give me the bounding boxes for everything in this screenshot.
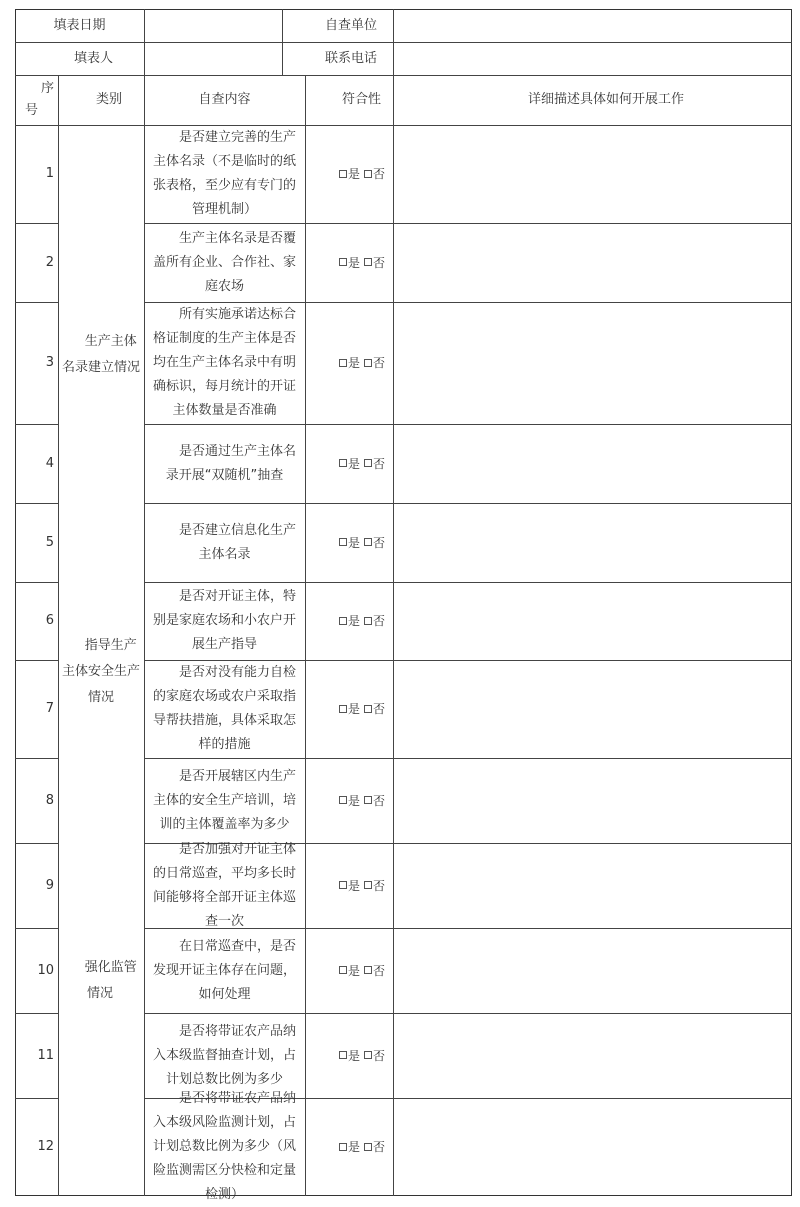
yes-checkbox[interactable]: [339, 351, 360, 375]
checkbox-icon[interactable]: [339, 881, 347, 889]
check-content: [144, 660, 305, 758]
filler-label: [15, 42, 144, 75]
column-header-compliance: [305, 75, 393, 125]
filler-field[interactable]: [144, 42, 282, 75]
checkbox-icon[interactable]: [364, 258, 372, 266]
checkbox-icon[interactable]: [364, 170, 372, 178]
compliance-options: [305, 503, 393, 582]
check-content: [144, 758, 305, 843]
checkbox-icon[interactable]: [364, 1143, 372, 1151]
detail-field[interactable]: [393, 1013, 792, 1098]
content-header-text: 自查内容: [198, 92, 251, 107]
check-content: [144, 503, 305, 582]
no-label: 否: [372, 1048, 385, 1063]
yes-checkbox[interactable]: [339, 697, 360, 721]
category-3-line1: 强化监管: [84, 960, 137, 975]
no-checkbox[interactable]: [364, 1044, 385, 1068]
no-checkbox[interactable]: [364, 452, 385, 476]
row-number: [15, 424, 58, 503]
no-checkbox[interactable]: [364, 251, 385, 275]
check-content-text: 是否开展辖区内生产主体的安全生产培训，培训的主体覆盖率为多少: [152, 768, 296, 832]
row-number-text: 11: [37, 1047, 54, 1063]
detail-field[interactable]: [393, 503, 792, 582]
yes-label: 是: [347, 535, 360, 550]
check-content-text: 是否将带证农产品纳入本级监督抽查计划，占计划总数比例为多少: [152, 1023, 296, 1087]
compliance-options: [305, 660, 393, 758]
filler-label-text: 填表人: [73, 50, 113, 66]
no-label: 否: [372, 535, 385, 550]
no-checkbox[interactable]: [364, 609, 385, 633]
no-checkbox[interactable]: [364, 959, 385, 983]
category-label-2: [58, 633, 144, 711]
compliance-options: [305, 843, 393, 928]
no-checkbox[interactable]: [364, 351, 385, 375]
row-number-text: 6: [45, 613, 54, 628]
yes-checkbox[interactable]: [339, 959, 360, 983]
yes-label: 是: [347, 1048, 360, 1063]
no-checkbox[interactable]: [364, 874, 385, 898]
category-2-line1: 指导生产: [84, 638, 137, 653]
check-content: [144, 1013, 305, 1098]
compliance-options: [305, 424, 393, 503]
checkbox-icon[interactable]: [364, 459, 372, 467]
no-label: 否: [372, 356, 385, 370]
row-number-text: 8: [45, 792, 54, 808]
compliance-options: [305, 125, 393, 223]
row-number-text: 9: [45, 877, 54, 893]
no-label: 否: [372, 878, 385, 893]
category-1-line2: 名录建立情况: [61, 360, 140, 375]
category-label-1: [58, 329, 144, 381]
checkbox-icon[interactable]: [339, 796, 347, 804]
row-number: [15, 125, 58, 223]
detail-field[interactable]: [393, 843, 792, 928]
detail-field[interactable]: [393, 582, 792, 660]
checkbox-icon[interactable]: [339, 1051, 347, 1059]
check-content-text: 是否通过生产主体名录开展“双随机”抽查: [165, 443, 296, 483]
no-checkbox[interactable]: [364, 1135, 385, 1159]
column-header-content: [144, 75, 305, 125]
checkbox-icon[interactable]: [339, 1143, 347, 1151]
check-content: [144, 582, 305, 660]
no-label: 否: [372, 167, 385, 181]
unit-label: [282, 9, 393, 42]
yes-checkbox[interactable]: [339, 452, 360, 476]
category-2-line2: 主体安全生产: [61, 664, 140, 679]
row-number: [15, 503, 58, 582]
no-checkbox[interactable]: [364, 789, 385, 813]
category-1-line1: 生产主体: [84, 334, 137, 349]
detail-field[interactable]: [393, 758, 792, 843]
yes-label: 是: [347, 963, 360, 978]
row-number: [15, 1013, 58, 1098]
checkbox-icon[interactable]: [339, 359, 347, 367]
compliance-options: [305, 758, 393, 843]
category-3-line2: 情况: [87, 986, 114, 1001]
seq-header-line2: 号: [25, 103, 39, 118]
check-content: [144, 843, 305, 928]
compliance-options: [305, 302, 393, 424]
checkbox-icon[interactable]: [339, 459, 347, 467]
row-number: [15, 1098, 58, 1196]
row-number-text: 4: [45, 455, 54, 471]
compliance-options: [305, 1098, 393, 1196]
compliance-options: [305, 582, 393, 660]
row-number-text: 10: [37, 962, 54, 978]
yes-label: 是: [347, 456, 360, 471]
category-label-3: [58, 955, 144, 1007]
category-2-line3: 情况: [87, 690, 114, 705]
check-content-text: 是否将带证农产品纳入本级风险监测计划，占计划总数比例为多少（风险监测需区分快检和定量检测）: [152, 1091, 296, 1202]
no-label: 否: [372, 614, 385, 628]
no-checkbox[interactable]: [364, 697, 385, 721]
compliance-options: [305, 1013, 393, 1098]
no-label: 否: [372, 963, 385, 978]
detail-field[interactable]: [393, 660, 792, 758]
checkbox-icon[interactable]: [364, 359, 372, 367]
detail-field[interactable]: [393, 928, 792, 1013]
fill-date-field[interactable]: [144, 9, 282, 42]
row-number: [15, 223, 58, 302]
row-number-text: 3: [45, 355, 54, 370]
checkbox-icon[interactable]: [364, 617, 372, 625]
category-header-text: 类别: [95, 92, 122, 107]
yes-label: 是: [347, 702, 360, 716]
no-label: 否: [372, 255, 385, 270]
yes-label: 是: [347, 255, 360, 270]
column-header-detail: [393, 75, 792, 125]
yes-label: 是: [347, 167, 360, 181]
yes-checkbox[interactable]: [339, 251, 360, 275]
checkbox-icon[interactable]: [364, 881, 372, 889]
yes-label: 是: [347, 878, 360, 893]
row-number: [15, 928, 58, 1013]
check-content-text: 生产主体名录是否覆盖所有企业、合作社、家庭农场: [152, 230, 296, 294]
check-content-text: 在日常巡查中，是否发现开证主体存在问题，如何处理: [152, 938, 296, 1002]
unit-label-text: 自查单位: [324, 17, 377, 33]
yes-checkbox[interactable]: [339, 1135, 360, 1159]
phone-label: [282, 42, 393, 75]
fill-date-label: [15, 9, 144, 42]
detail-field[interactable]: [393, 1098, 792, 1196]
column-header-seq: [15, 75, 58, 125]
detail-header-text: 详细描述具体如何开展工作: [528, 92, 685, 107]
row-number: [15, 758, 58, 843]
check-content: [144, 223, 305, 302]
yes-label: 是: [347, 1140, 360, 1154]
phone-label-text: 联系电话: [324, 50, 377, 66]
check-content-text: 是否对开证主体，特别是家庭农场和小农户开展生产指导: [152, 589, 296, 652]
yes-checkbox[interactable]: [339, 874, 360, 898]
column-header-category: [58, 75, 144, 125]
phone-field[interactable]: [393, 42, 792, 75]
yes-checkbox[interactable]: [339, 609, 360, 633]
check-content: [144, 302, 305, 424]
no-label: 否: [372, 793, 385, 808]
unit-field[interactable]: [393, 9, 792, 42]
checkbox-icon[interactable]: [364, 538, 372, 546]
check-content-text: 是否对没有能力自检的家庭农场或农户采取指导帮扶措施，具体采取怎样的措施: [152, 665, 296, 752]
yes-checkbox[interactable]: [339, 1044, 360, 1068]
detail-field[interactable]: [393, 424, 792, 503]
divider: [282, 9, 283, 75]
seq-header-line1: 序: [40, 81, 54, 96]
checkbox-icon[interactable]: [339, 705, 347, 713]
row-number-text: 7: [45, 701, 54, 716]
yes-checkbox[interactable]: [339, 162, 360, 186]
row-number-text: 2: [45, 254, 54, 270]
no-label: 否: [372, 1140, 385, 1154]
row-number: [15, 302, 58, 424]
detail-field[interactable]: [393, 223, 792, 302]
row-number: [15, 660, 58, 758]
compliance-options: [305, 223, 393, 302]
checkbox-icon[interactable]: [364, 966, 372, 974]
row-number: [15, 843, 58, 928]
checkbox-icon[interactable]: [339, 966, 347, 974]
yes-checkbox[interactable]: [339, 789, 360, 813]
yes-label: 是: [347, 793, 360, 808]
fill-date-label-text: 填表日期: [53, 17, 106, 33]
divider: [15, 75, 792, 76]
row-number-text: 1: [45, 166, 54, 181]
check-content-text: 所有实施承诺达标合格证制度的生产主体是否均在生产主体名录中有明确标识，每月统计的开证主体数量是否准确: [152, 307, 296, 418]
no-label: 否: [372, 456, 385, 471]
detail-field[interactable]: [393, 302, 792, 424]
check-content-text: 是否加强对开证主体的日常巡查，平均多长时间能够将全部开证主体巡查一次: [152, 841, 296, 929]
checkbox-icon[interactable]: [364, 796, 372, 804]
yes-label: 是: [347, 614, 360, 628]
compliance-options: [305, 928, 393, 1013]
checkbox-icon[interactable]: [364, 705, 372, 713]
no-checkbox[interactable]: [364, 162, 385, 186]
checkbox-icon[interactable]: [339, 170, 347, 178]
no-checkbox[interactable]: [364, 531, 385, 555]
check-content: [144, 424, 305, 503]
compliance-header-text: 符合性: [341, 92, 381, 107]
row-number-text: 5: [45, 534, 54, 550]
check-content-text: 是否建立信息化生产主体名录: [178, 522, 296, 562]
row-number: [15, 582, 58, 660]
row-number-text: 12: [37, 1139, 54, 1154]
divider: [15, 42, 792, 43]
no-label: 否: [372, 702, 385, 716]
detail-field[interactable]: [393, 125, 792, 223]
check-content: [144, 1091, 305, 1202]
checkbox-icon[interactable]: [339, 258, 347, 266]
check-content-text: 是否建立完善的生产主体名录（不是临时的纸张表格，至少应有专门的管理机制）: [152, 130, 296, 217]
checkbox-icon[interactable]: [339, 617, 347, 625]
checkbox-icon[interactable]: [364, 1051, 372, 1059]
yes-label: 是: [347, 356, 360, 370]
check-content: [144, 125, 305, 223]
check-content: [144, 928, 305, 1013]
checkbox-icon[interactable]: [339, 538, 347, 546]
yes-checkbox[interactable]: [339, 531, 360, 555]
